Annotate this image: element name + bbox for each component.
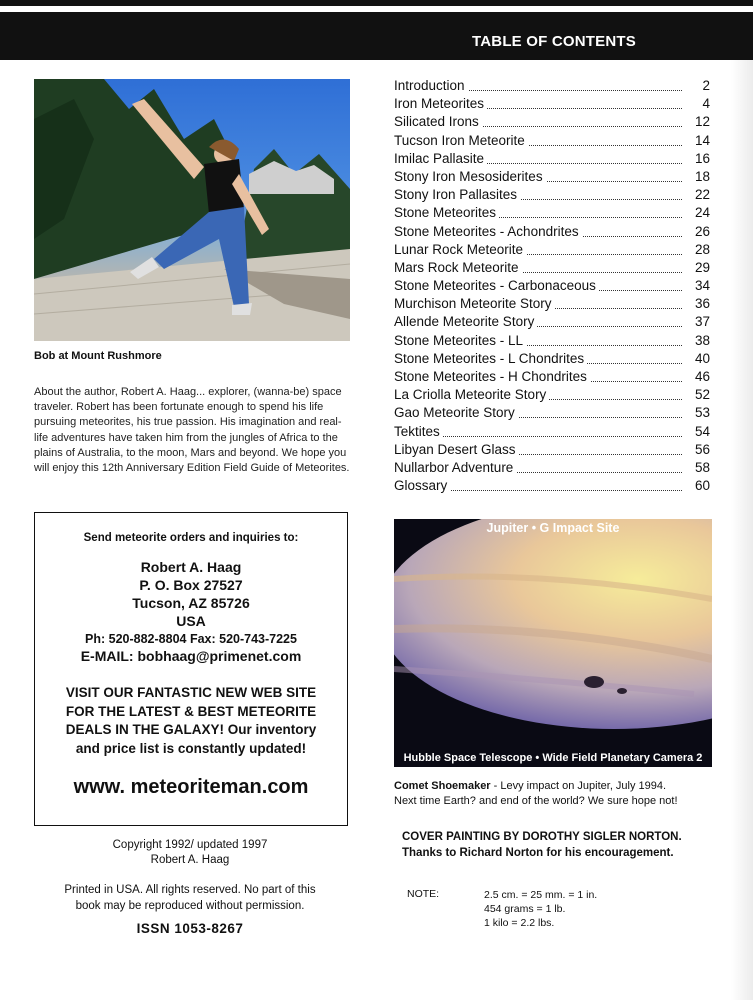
toc-title: Stone Meteorites - H Chondrites: [394, 369, 590, 384]
address-name: Robert A. Haag: [140, 559, 242, 575]
toc-title: Silicated Irons: [394, 114, 482, 129]
contents-header-bar: [0, 12, 753, 60]
toc-title: Iron Meteorites: [394, 96, 487, 111]
contact-box: [34, 512, 348, 826]
toc-entry[interactable]: [394, 223, 710, 241]
comet-caption: [394, 779, 724, 809]
promo-line: FOR THE LATEST & BEST METEORITE: [65, 703, 317, 719]
toc-page: 18: [682, 168, 710, 186]
toc-title: Imilac Pallasite: [394, 151, 487, 166]
note-line: 1 kilo = 2.2 lbs.: [484, 917, 555, 929]
toc-page: 26: [682, 223, 710, 241]
toc-title: Lunar Rock Meteorite: [394, 242, 526, 257]
toc-title: Introduction: [394, 78, 468, 93]
toc-title: La Criolla Meteorite Story: [394, 387, 549, 402]
toc-entry[interactable]: [394, 77, 710, 95]
toc-page: 36: [682, 295, 710, 313]
toc-title: Murchison Meteorite Story: [394, 296, 555, 311]
toc-title: Glossary: [394, 478, 450, 493]
comet-line2: Next time Earth? and end of the world? We sure hope not!: [394, 795, 678, 807]
toc-entry[interactable]: [394, 423, 710, 441]
toc-entry[interactable]: [394, 168, 710, 186]
author-photo: [34, 79, 350, 341]
toc-entry[interactable]: [394, 277, 710, 295]
rights-notice: [34, 882, 346, 914]
website-url[interactable]: www. meteoriteman.com: [73, 776, 309, 798]
send-orders-label: Send meteorite orders and inquiries to:: [83, 532, 299, 544]
toc-page: 52: [682, 386, 710, 404]
toc-page: 40: [682, 350, 710, 368]
toc-page: 22: [682, 186, 710, 204]
toc-entry[interactable]: [394, 386, 710, 404]
toc-title: Stony Iron Pallasites: [394, 187, 520, 202]
toc-title: Stone Meteorites - L Chondrites: [394, 351, 587, 366]
toc-page: 38: [682, 332, 710, 350]
rights-line: book may be reproduced without permission.: [75, 900, 305, 912]
toc-entry[interactable]: [394, 132, 710, 150]
toc-entry[interactable]: [394, 477, 710, 495]
toc-page: 29: [682, 259, 710, 277]
toc-page: 60: [682, 477, 710, 495]
toc-title: Stone Meteorites - Achondrites: [394, 224, 582, 239]
note-line: 454 grams = 1 lb.: [484, 903, 566, 915]
about-author-text: About the author, Robert A. Haag... explorer, (wanna-be) space traveler. Robert has been fortunate enough to spend his life pursuing meteorites, his true passion. His imagination and real-life adventures have taken him from the jungles of Africa to the plains of Australia, to the moon, Mars and beyond. We hope you will enjoy this 12th Anniversary Edition Field Guide of Meteorites.: [34, 386, 350, 475]
toc-title: Gao Meteorite Story: [394, 405, 518, 420]
cover-credit: [402, 829, 722, 861]
jupiter-bottom-label: Hubble Space Telescope • Wide Field Planetary Camera 2: [403, 752, 703, 764]
copyright-line: Copyright 1992/ updated 1997: [112, 839, 268, 851]
table-of-contents: [394, 77, 710, 495]
copyright-notice: [34, 838, 346, 868]
toc-page: 46: [682, 368, 710, 386]
photo-caption: Bob at Mount Rushmore: [34, 350, 162, 362]
toc-title: Stone Meteorites - Carbonaceous: [394, 278, 599, 293]
email-address: E-MAIL: bobhaag@primenet.com: [80, 648, 302, 664]
toc-page: 53: [682, 404, 710, 422]
note-label: NOTE:: [407, 888, 440, 900]
contents-heading: TABLE OF CONTENTS: [472, 33, 636, 50]
toc-entry[interactable]: [394, 241, 710, 259]
promo-line: VISIT OUR FANTASTIC NEW WEB SITE: [65, 685, 317, 700]
toc-page: 37: [682, 313, 710, 331]
toc-page: 24: [682, 204, 710, 222]
toc-entry[interactable]: [394, 150, 710, 168]
top-rule: [0, 0, 753, 6]
promo-line: DEALS IN THE GALAXY! Our inventory: [65, 722, 317, 737]
copyright-line: Robert A. Haag: [150, 854, 230, 866]
toc-title: Stone Meteorites - LL: [394, 333, 526, 348]
toc-page: 54: [682, 423, 710, 441]
cover-line: COVER PAINTING BY DOROTHY SIGLER NORTON.: [402, 831, 682, 843]
toc-title: Tucson Iron Meteorite: [394, 133, 528, 148]
toc-page: 14: [682, 132, 710, 150]
toc-entry[interactable]: [394, 368, 710, 386]
toc-entry[interactable]: [394, 313, 710, 331]
toc-entry[interactable]: [394, 113, 710, 131]
toc-entry[interactable]: [394, 186, 710, 204]
toc-entry[interactable]: [394, 459, 710, 477]
toc-page: 12: [682, 113, 710, 131]
address-country: USA: [176, 613, 206, 629]
promo-line: and price list is constantly updated!: [75, 740, 307, 756]
comet-name: Comet Shoemaker: [394, 780, 491, 792]
toc-entry[interactable]: [394, 350, 710, 368]
jupiter-image: [394, 519, 712, 767]
toc-title: Nullarbor Adventure: [394, 460, 516, 475]
address-pobox: P. O. Box 27527: [139, 577, 243, 593]
page-edge-shadow: [731, 60, 753, 1000]
website-promo: [35, 684, 347, 758]
toc-entry[interactable]: [394, 259, 710, 277]
toc-entry[interactable]: [394, 204, 710, 222]
toc-title: Stone Meteorites: [394, 205, 499, 220]
note-line: 2.5 cm. = 25 mm. = 1 in.: [484, 889, 598, 901]
toc-title: Libyan Desert Glass: [394, 442, 519, 457]
toc-entry[interactable]: [394, 295, 710, 313]
mailing-address: [35, 558, 347, 630]
toc-page: 4: [682, 95, 710, 113]
toc-entry[interactable]: [394, 95, 710, 113]
toc-page: 2: [682, 77, 710, 95]
rights-line: Printed in USA. All rights reserved. No part of this: [64, 884, 316, 896]
conversion-note: [484, 888, 597, 930]
toc-title: Tektites: [394, 424, 443, 439]
toc-entry[interactable]: [394, 332, 710, 350]
address-city: Tucson, AZ 85726: [132, 595, 250, 611]
comet-desc: - Levy impact on Jupiter, July 1994.: [490, 780, 667, 792]
toc-entry[interactable]: [394, 404, 710, 422]
issn-number: ISSN 1053-8267: [136, 921, 244, 936]
toc-entry[interactable]: [394, 441, 710, 459]
jupiter-top-label: Jupiter • G Impact Site: [486, 521, 620, 535]
toc-title: Allende Meteorite Story: [394, 314, 537, 329]
toc-page: 16: [682, 150, 710, 168]
toc-page: 56: [682, 441, 710, 459]
cover-line: Thanks to Richard Norton for his encouragement.: [402, 847, 674, 859]
toc-title: Stony Iron Mesosiderites: [394, 169, 546, 184]
toc-page: 34: [682, 277, 710, 295]
toc-title: Mars Rock Meteorite: [394, 260, 522, 275]
phone-fax: Ph: 520-882-8804 Fax: 520-743-7225: [85, 632, 297, 646]
toc-page: 28: [682, 241, 710, 259]
toc-page: 58: [682, 459, 710, 477]
